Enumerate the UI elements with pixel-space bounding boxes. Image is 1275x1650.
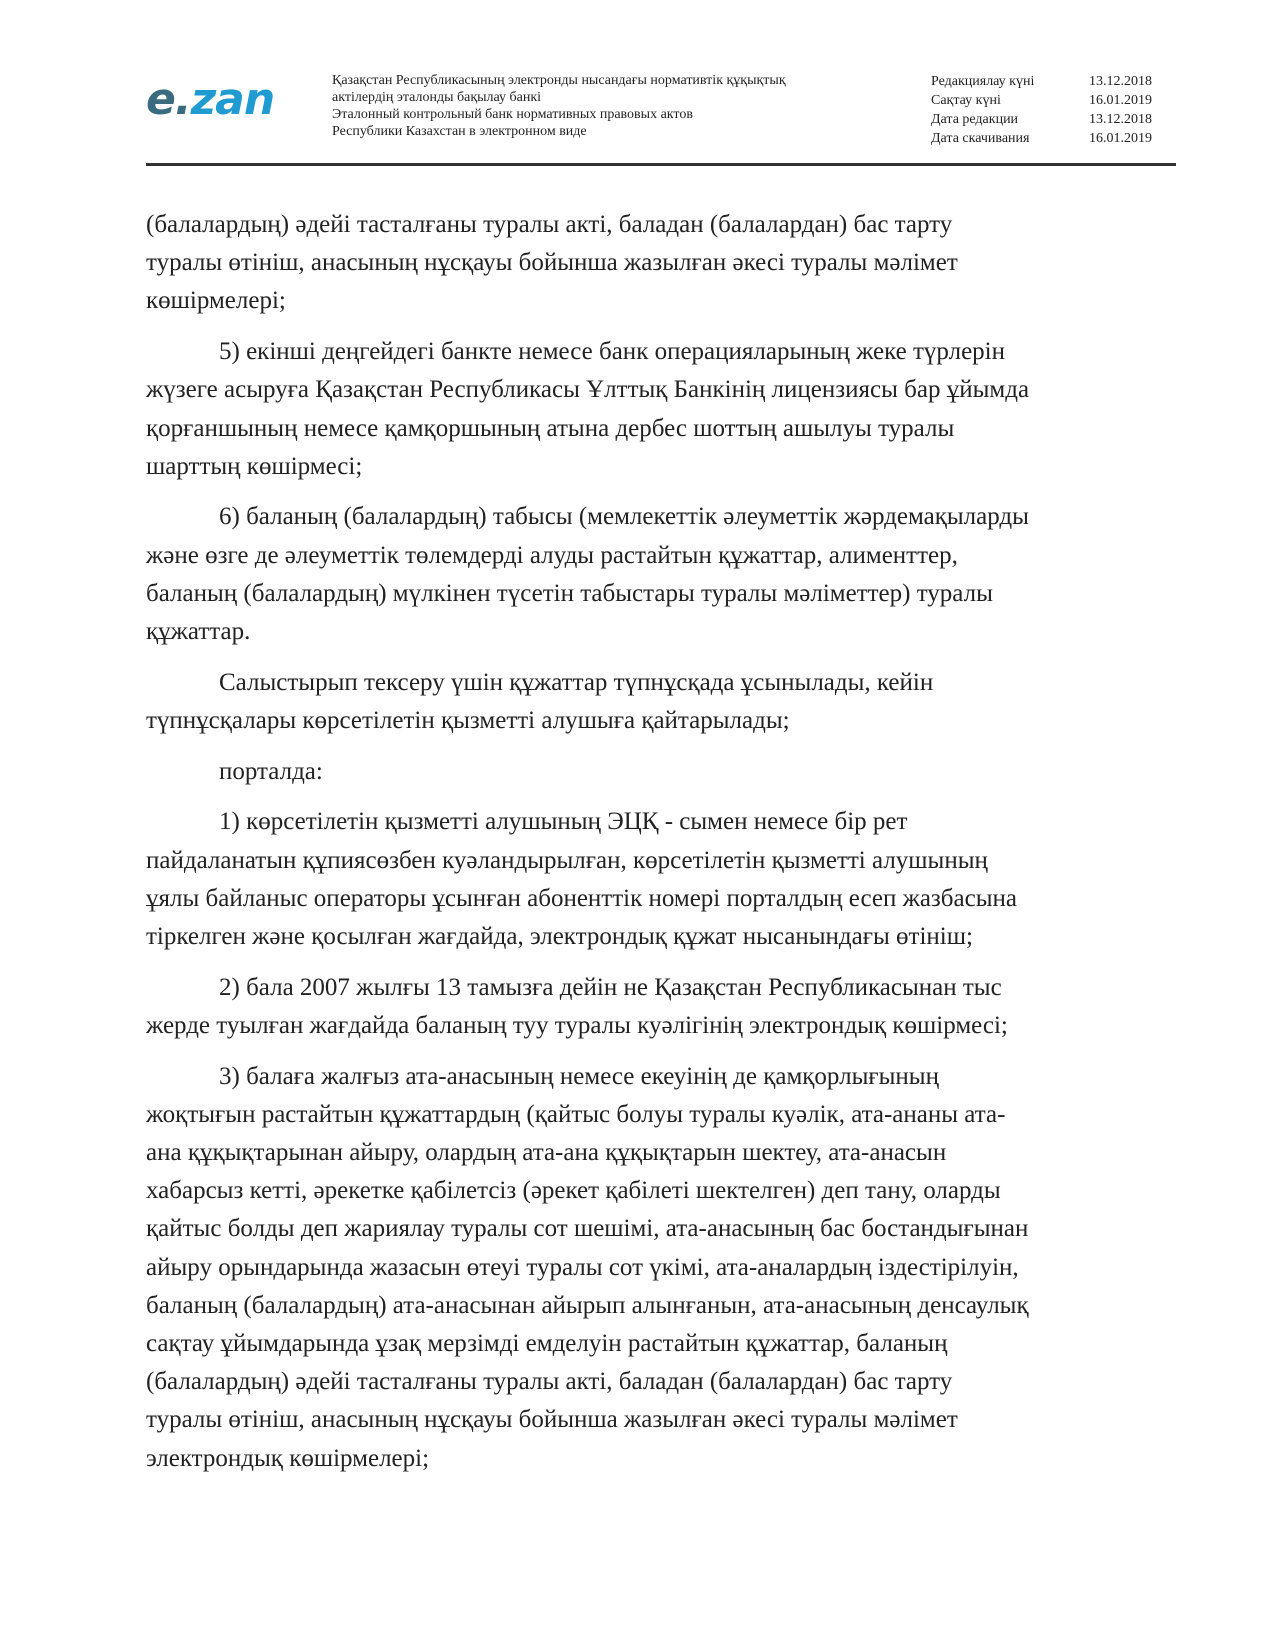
- page-header: [146, 64, 1176, 164]
- meta-value: 13.12.2018: [1089, 74, 1152, 89]
- text-line: және өзге де әлеуметтік төлемдерді алуды растайтын құжаттар, алименттер,: [146, 541, 958, 569]
- text-line: 1) көрсетілетін қызметті алушының ЭЦҚ - сымен немесе бір рет: [219, 808, 908, 836]
- text-line: хабарсыз кетті, әрекетке қабілетсіз (әрекет қабілеті шектелген) деп тану, оларды: [146, 1177, 1001, 1205]
- header-description-line: Қазақстан Республикасының электронды нысандағы нормативтік құқықтық: [332, 73, 786, 88]
- text-line: туралы өтініш, анасының нұсқауы бойынша жазылған әкесі туралы мәлімет: [146, 1406, 958, 1434]
- paragraph: [146, 1058, 1176, 1478]
- text-line: айыру орындарында жазасын өтеуі туралы сот үкімі, ата-аналардың іздестірілуін,: [146, 1253, 1019, 1281]
- text-line: 6) баланың (балалардың) табысы (мемлекеттік әлеуметтік жәрдемақыларды: [219, 503, 1029, 531]
- paragraph: [146, 969, 1176, 1045]
- header-description-line: Республики Казахстан в электронном виде: [332, 124, 587, 139]
- paragraph: [146, 498, 1176, 651]
- meta-value: 16.01.2019: [1089, 131, 1152, 146]
- text-line: порталда:: [219, 757, 323, 785]
- text-line: жоқтығын растайтын құжаттардың (қайтыс болуы туралы куәлік, ата-ананы ата-: [146, 1100, 1006, 1128]
- text-line: (балалардың) әдейі тасталғаны туралы акті, баладан (балалардан) бас тарту: [146, 1368, 953, 1396]
- text-line: пайдаланатын құпиясөзбен куәландырылған, көрсетілетін қызметті алушының: [146, 846, 988, 874]
- paragraph: [146, 803, 1176, 956]
- meta-row: [931, 110, 1179, 129]
- text-line: Салыстырып тексеру үшін құжаттар түпнұсқада ұсынылады, кейін: [219, 668, 934, 696]
- text-line: туралы өтініш, анасының нұсқауы бойынша жазылған әкесі туралы мәлімет: [146, 249, 958, 277]
- text-line: жүзеге асыруға Қазақстан Республикасы Ұлттық Банкінің лицензиясы бар ұйымда: [146, 376, 1030, 404]
- header-divider: [146, 163, 1176, 166]
- paragraph: [146, 333, 1176, 486]
- meta-row: [931, 72, 1179, 91]
- meta-value: 13.12.2018: [1089, 112, 1152, 127]
- text-line: 3) балаға жалғыз ата-анасының немесе екеуінің де қамқорлығының: [219, 1062, 939, 1090]
- text-line: 2) бала 2007 жылғы 13 тамызға дейін не Қазақстан Республикасынан тыс: [219, 973, 1002, 1001]
- meta-label: Дата скачивания: [931, 131, 1030, 146]
- document-body: [146, 206, 1176, 1490]
- header-meta: [931, 72, 1179, 148]
- header-description-line: актілердің эталонды бақылау банкі: [332, 90, 542, 105]
- text-line: түпнұсқалары көрсетілетін қызметті алушыға қайтарылады;: [146, 706, 790, 734]
- text-line: қорғаншының немесе қамқоршының атына дербес шоттың ашылуы туралы: [146, 414, 955, 442]
- text-line: баланың (балалардың) ата-анасынан айырып алынғанын, ата-анасының денсаулық: [146, 1291, 1029, 1319]
- meta-label: Сақтау күні: [931, 93, 1001, 108]
- text-line: жерде туылған жағдайда баланың туу туралы куәлігінің электрондық көшірмесі;: [146, 1011, 1008, 1039]
- text-line: баланың (балалардың) мүлкінен түсетін табыстары туралы мәліметтер) туралы: [146, 579, 993, 607]
- ezan-logo: e.zan: [146, 74, 275, 125]
- text-line: көшірмелері;: [146, 287, 286, 315]
- meta-value: 16.01.2019: [1089, 93, 1152, 108]
- header-description-line: Эталонный контрольный банк нормативных правовых актов: [332, 107, 693, 122]
- meta-label: Редакциялау күні: [931, 74, 1035, 89]
- paragraph: [146, 753, 1176, 791]
- text-line: тіркелген және қосылған жағдайда, электрондық құжат нысанындағы өтініш;: [146, 922, 973, 950]
- text-line: құжаттар.: [146, 618, 251, 646]
- text-line: (балалардың) әдейі тасталғаны туралы акті, баладан (балалардан) бас тарту: [146, 211, 953, 238]
- meta-label: Дата редакции: [931, 112, 1019, 127]
- text-line: қайтыс болды деп жариялау туралы сот шешімі, ата-анасының бас бостандығынан: [146, 1215, 1029, 1243]
- paragraph: [146, 206, 1176, 321]
- text-line: ұялы байланыс операторы ұсынған абоненттік номері порталдың есеп жазбасына: [146, 884, 1017, 912]
- meta-row: [931, 129, 1179, 148]
- text-line: электрондық көшірмелері;: [146, 1444, 430, 1472]
- meta-row: [931, 91, 1179, 110]
- text-line: шарттың көшірмесі;: [146, 452, 363, 480]
- text-line: сақтау ұйымдарында ұзақ мерзімді емделуін растайтын құжаттар, баланың: [146, 1329, 948, 1357]
- paragraph: [146, 664, 1176, 740]
- text-line: ана құқықтарынан айыру, олардың ата-ана құқықтарын шектеу, ата-анасын: [146, 1138, 947, 1166]
- text-line: 5) екінші деңгейдегі банкте немесе банк операцияларының жеке түрлерін: [219, 338, 1005, 366]
- header-description: [332, 72, 786, 140]
